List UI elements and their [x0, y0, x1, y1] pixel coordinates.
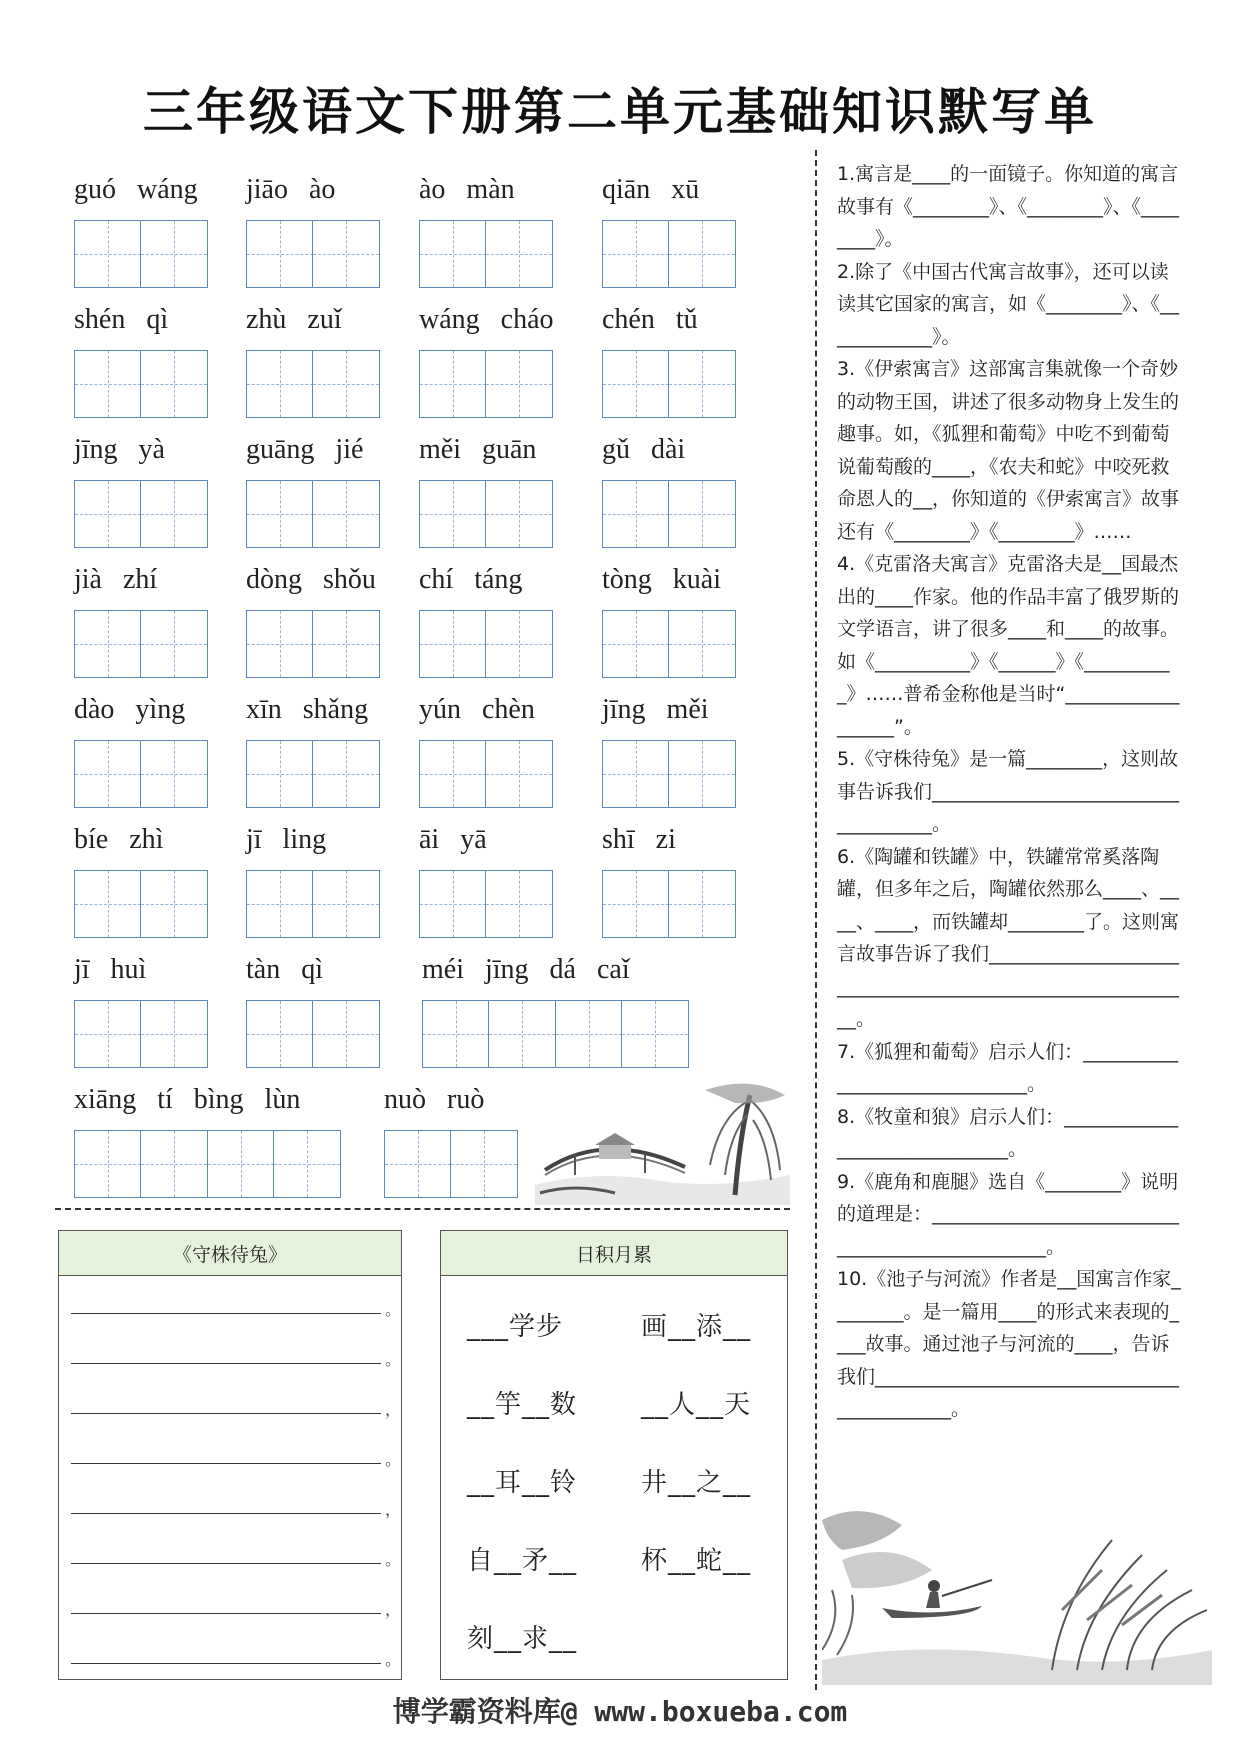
line-end-mark: ， [385, 1400, 402, 1419]
tianzige-box[interactable] [422, 1000, 490, 1068]
tianzige-box[interactable] [246, 480, 314, 548]
pinyin-text: méi jīng dá caǐ [422, 954, 630, 985]
pinyin-item [246, 690, 380, 808]
tianzige-box[interactable] [74, 610, 142, 678]
line-end-mark: 。 [385, 1300, 402, 1319]
tianzige-box[interactable] [419, 220, 487, 288]
tianzige-box[interactable] [312, 480, 380, 548]
tianzige-box[interactable] [140, 350, 208, 418]
tianzige-box[interactable] [246, 350, 314, 418]
pinyin-item [246, 300, 380, 418]
idiom-item: 井__之__ [641, 1468, 752, 1498]
pinyin-text: jī huì [74, 954, 147, 985]
tianzige-box[interactable] [668, 740, 736, 808]
pinyin-item [419, 690, 553, 808]
pinyin-text: jiāo ào [246, 174, 336, 205]
pinyin-text: qiān xū [602, 174, 700, 205]
pinyin-item [246, 170, 380, 288]
line-end-mark: 。 [385, 1450, 402, 1469]
pinyin-text: jīng měi [602, 694, 709, 725]
tianzige-group [419, 610, 553, 678]
tianzige-box[interactable] [140, 1000, 208, 1068]
tianzige-box[interactable] [74, 1000, 142, 1068]
pinyin-item [602, 170, 736, 288]
pinyin-text: xiāng tí bìng lùn [74, 1084, 301, 1115]
line-end-mark: ， [385, 1500, 402, 1519]
pinyin-text: xīn shǎng [246, 694, 369, 725]
pinyin-item [419, 300, 554, 418]
tianzige-group [602, 480, 736, 548]
tianzige-group [74, 220, 208, 288]
tianzige-box[interactable] [668, 220, 736, 288]
pinyin-item [246, 560, 380, 678]
pinyin-item [419, 820, 553, 938]
tianzige-box[interactable] [668, 870, 736, 938]
panel-shouzhudaitu [58, 1230, 402, 1680]
pinyin-text: guāng jié [246, 434, 364, 465]
idiom-item: 刻__求__ [467, 1624, 578, 1654]
tianzige-box[interactable] [140, 480, 208, 548]
tianzige-box[interactable] [246, 1000, 314, 1068]
tianzige-box[interactable] [419, 740, 487, 808]
tianzige-group [246, 1000, 380, 1068]
tianzige-box[interactable] [602, 350, 670, 418]
tianzige-box[interactable] [140, 1130, 208, 1198]
tianzige-group [419, 870, 553, 938]
panel-shouzhudaitu-title: 《守株待兔》 [59, 1231, 401, 1276]
tianzige-group [422, 1000, 689, 1068]
tianzige-group [419, 220, 553, 288]
horizontal-divider [55, 1208, 790, 1210]
pinyin-item [419, 430, 553, 548]
tianzige-box[interactable] [312, 220, 380, 288]
tianzige-box[interactable] [419, 480, 487, 548]
tianzige-box[interactable] [419, 610, 487, 678]
tianzige-group [384, 1130, 518, 1198]
tianzige-box[interactable] [74, 350, 142, 418]
pinyin-text: tàn qì [246, 954, 323, 985]
pinyin-item [74, 690, 208, 808]
tianzige-box[interactable] [140, 740, 208, 808]
question-8: 8.《牧童和狼》启示人们：______________________________。 [837, 1105, 1179, 1160]
tianzige-box[interactable] [485, 870, 553, 938]
tianzige-group [74, 1130, 341, 1198]
pinyin-text: měi guān [419, 434, 537, 465]
tianzige-box[interactable] [273, 1130, 341, 1198]
tianzige-group [74, 610, 208, 678]
pinyin-item [419, 170, 553, 288]
pinyin-text: āi yā [419, 824, 487, 855]
tianzige-group [74, 350, 208, 418]
tianzige-box[interactable] [485, 350, 553, 418]
pinyin-row [74, 300, 794, 410]
tianzige-box[interactable] [419, 870, 487, 938]
tianzige-box[interactable] [207, 1130, 275, 1198]
pinyin-item [602, 560, 736, 678]
pinyin-text: ào màn [419, 174, 515, 205]
tianzige-box[interactable] [602, 610, 670, 678]
question-list [837, 158, 1182, 1426]
tianzige-box[interactable] [74, 740, 142, 808]
pinyin-row [74, 690, 794, 800]
pinyin-text: dòng shǒu [246, 564, 376, 595]
tianzige-box[interactable] [140, 610, 208, 678]
pinyin-text: zhù zuǐ [246, 304, 342, 335]
pinyin-item [74, 430, 208, 548]
line-end-mark: 。 [385, 1350, 402, 1369]
pinyin-item [74, 170, 208, 288]
tianzige-box[interactable] [602, 740, 670, 808]
vertical-divider [815, 150, 817, 1690]
pinyin-text: chí táng [419, 564, 523, 595]
tianzige-group [419, 350, 554, 418]
pinyin-item [74, 1080, 341, 1198]
tianzige-box[interactable] [384, 1130, 452, 1198]
tianzige-group [419, 740, 553, 808]
tianzige-box[interactable] [485, 220, 553, 288]
tianzige-group [602, 610, 736, 678]
tianzige-box[interactable] [246, 870, 314, 938]
pinyin-item [246, 950, 380, 1068]
pinyin-item [74, 560, 208, 678]
line-end-mark: 。 [385, 1550, 402, 1569]
pinyin-item [74, 300, 208, 418]
panel-riji-yuelei [440, 1230, 788, 1680]
question-4: 4.《克雷洛夫寓言》克雷洛夫是__国最杰出的____作家。他的作品丰富了俄罗斯的文学语言，讲了很多____和____的故事。如《__________》《______》《__________》……普希金称他是当时“__________________”。 [837, 553, 1180, 738]
tianzige-box[interactable] [74, 480, 142, 548]
landscape-boat-illustration [822, 1500, 1212, 1685]
pinyin-text: guó wáng [74, 174, 198, 205]
tianzige-group [246, 220, 380, 288]
question-7: 7.《狐狸和葡萄》启示人们：______________________________。 [837, 1040, 1179, 1095]
pinyin-item [384, 1080, 518, 1198]
tianzige-box[interactable] [602, 480, 670, 548]
tianzige-box[interactable] [668, 610, 736, 678]
question-9: 9.《鹿角和鹿腿》选自《________》说明的道理是：________________________________________________。 [837, 1170, 1180, 1258]
pinyin-item [74, 820, 208, 938]
tianzige-group [246, 870, 380, 938]
write-line[interactable] [71, 1413, 381, 1414]
tianzige-box[interactable] [312, 1000, 380, 1068]
write-line[interactable] [71, 1363, 381, 1364]
tianzige-group [246, 740, 380, 808]
write-line[interactable] [71, 1313, 381, 1314]
pinyin-row [74, 950, 794, 1060]
pinyin-text: dào yìng [74, 694, 186, 725]
tianzige-group [74, 1000, 208, 1068]
idiom-item: 画__添__ [641, 1312, 752, 1342]
pinyin-item [602, 690, 736, 808]
pinyin-item [74, 950, 208, 1068]
tianzige-box[interactable] [140, 220, 208, 288]
tianzige-box[interactable] [312, 350, 380, 418]
tianzige-group [602, 870, 736, 938]
tianzige-box[interactable] [555, 1000, 623, 1068]
tianzige-group [602, 350, 736, 418]
footer-watermark: 博学霸资料库@ www.boxueba.com [392, 1695, 848, 1728]
tianzige-box[interactable] [668, 480, 736, 548]
tianzige-box[interactable] [602, 220, 670, 288]
pinyin-text: shī zi [602, 824, 676, 855]
tianzige-box[interactable] [485, 480, 553, 548]
pinyin-text: bíe zhì [74, 824, 164, 855]
question-3: 3.《伊索寓言》这部寓言集就像一个奇妙的动物王国，讲述了很多动物身上发生的趣事。如，《狐狸和葡萄》中吃不到葡萄说葡萄酸的____，《农夫和蛇》中咬死救命恩人的__，你知道的《伊索寓言》故事还有《________》《________》…… [837, 358, 1180, 543]
tianzige-group [246, 480, 380, 548]
idiom-item: ___学步 [467, 1312, 564, 1342]
tianzige-box[interactable] [74, 1130, 142, 1198]
pinyin-text: jī ling [246, 824, 327, 855]
pinyin-row [74, 430, 794, 540]
tianzige-box[interactable] [246, 220, 314, 288]
tianzige-group [602, 220, 736, 288]
tianzige-group [602, 740, 736, 808]
tianzige-box[interactable] [312, 610, 380, 678]
idiom-item: 自__矛__ [467, 1546, 578, 1576]
tianzige-box[interactable] [246, 740, 314, 808]
panel-riji-yuelei-title: 日积月累 [441, 1231, 787, 1276]
pinyin-row [74, 820, 794, 930]
idiom-item: __耳__铃 [467, 1468, 578, 1498]
pinyin-item [246, 820, 380, 938]
tianzige-box[interactable] [312, 870, 380, 938]
line-end-mark: 。 [385, 1650, 402, 1669]
tianzige-group [74, 870, 208, 938]
landscape-bridge-illustration [535, 1075, 790, 1205]
pinyin-text: chén tǔ [602, 304, 698, 335]
pinyin-item [422, 950, 689, 1068]
tianzige-box[interactable] [668, 350, 736, 418]
pinyin-row [74, 170, 794, 280]
pinyin-item [602, 820, 736, 938]
line-end-mark: ， [385, 1600, 402, 1619]
pinyin-item [246, 430, 380, 548]
tianzige-box[interactable] [74, 870, 142, 938]
tianzige-box[interactable] [602, 870, 670, 938]
tianzige-box[interactable] [419, 350, 487, 418]
pinyin-row [74, 560, 794, 670]
tianzige-group [74, 740, 208, 808]
write-line[interactable] [71, 1663, 381, 1664]
pinyin-text: wáng cháo [419, 304, 554, 335]
question-5: 5.《守株待兔》是一篇________，这则故事告诉我们____________________________________。 [837, 748, 1180, 835]
pinyin-item [602, 430, 736, 548]
pinyin-text: yún chèn [419, 694, 535, 725]
pinyin-text: shén qì [74, 304, 169, 335]
tianzige-group [419, 480, 553, 548]
write-line[interactable] [71, 1463, 381, 1464]
page-title: 三年级语文下册第二单元基础知识默写单 [143, 83, 1097, 141]
tianzige-box[interactable] [140, 870, 208, 938]
tianzige-box[interactable] [312, 740, 380, 808]
pinyin-text: gǔ dài [602, 434, 686, 465]
pinyin-text: jīng yà [74, 434, 165, 465]
pinyin-text: nuò ruò [384, 1084, 485, 1115]
question-6: 6.《陶罐和铁罐》中，铁罐常常奚落陶罐，但多年之后，陶罐依然那么____、____、____，而铁罐却________了。这则寓言故事告诉了我们__________________________________________________________。 [837, 845, 1180, 1030]
question-2: 2.除了《中国古代寓言故事》，还可以读读其它国家的寓言，如《________》、《____________》。 [837, 260, 1180, 348]
tianzige-box[interactable] [485, 740, 553, 808]
tianzige-box[interactable] [74, 220, 142, 288]
write-line[interactable] [71, 1613, 381, 1614]
idiom-item: __竽__数 [467, 1390, 578, 1420]
pinyin-item [602, 300, 736, 418]
tianzige-group [74, 480, 208, 548]
tianzige-group [246, 610, 380, 678]
tianzige-box[interactable] [485, 610, 553, 678]
idiom-item: 杯__蛇__ [641, 1546, 752, 1576]
question-1: 1.寓言是____的一面镜子。你知道的寓言故事有《________》、《________》、《________》。 [837, 163, 1180, 250]
tianzige-box[interactable] [246, 610, 314, 678]
write-line[interactable] [71, 1513, 381, 1514]
tianzige-box[interactable] [488, 1000, 556, 1068]
question-10: 10.《池子与河流》作者是__国寓言作家________。是一篇用____的形式来表现的____故事。通过池子与河流的____，告诉我们____________________________________________。 [837, 1268, 1181, 1420]
pinyin-text: jià zhí [74, 564, 158, 595]
pinyin-item [419, 560, 553, 678]
tianzige-box[interactable] [450, 1130, 518, 1198]
write-line[interactable] [71, 1563, 381, 1564]
tianzige-box[interactable] [621, 1000, 689, 1068]
tianzige-group [246, 350, 380, 418]
pinyin-text: tòng kuài [602, 564, 721, 595]
idiom-item: __人__天 [641, 1390, 752, 1420]
